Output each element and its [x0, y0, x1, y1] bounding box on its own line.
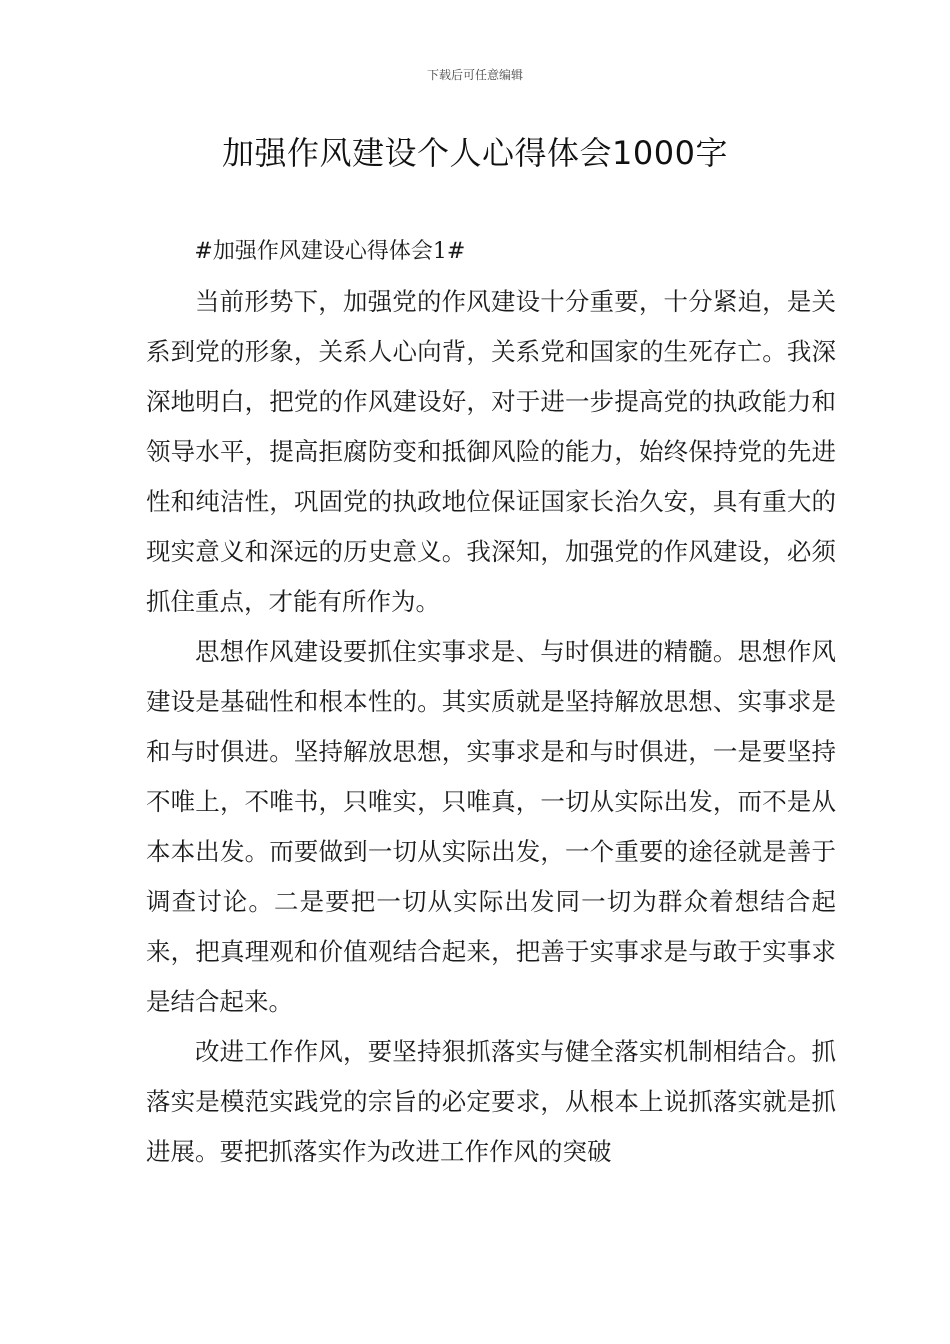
- section-heading: #加强作风建设心得体会1#: [194, 239, 466, 264]
- document-body: [146, 227, 836, 1177]
- paragraph-3: 改进工作作风，要坚持狠抓落实与健全落实机制相结合。抓落实是模范实践党的宗旨的必定要求，从根本上说抓落实就是抓进展。要把抓落实作为改进工作作风的突破: [146, 1037, 836, 1166]
- paragraph-2: 思想作风建设要抓住实事求是、与时俱进的精髓。思想作风建设是基础性和根本性的。其实质就是坚持解放思想、实事求是和与时俱进。坚持解放思想，实事求是和与时俱进，一是要坚持不唯上，不唯书，只唯实，只唯真，一切从实际出发，而不是从本本出发。而要做到一切从实际出发，一个重要的途径就是善于调查讨论。二是要把一切从实际出发同一切为群众着想结合起来，把真理观和价值观结合起来，把善于实事求是与敢于实事求是结合起来。: [146, 637, 836, 1016]
- document-title: 加强作风建设个人心得体会1000字: [222, 134, 728, 172]
- page-header-note: 下载后可任意编辑: [426, 68, 523, 82]
- paragraph-1: 当前形势下，加强党的作风建设十分重要，十分紧迫，是关系到党的形象，关系人心向背，关系党和国家的生死存亡。我深深地明白，把党的作风建设好，对于进一步提高党的执政能力和领导水平，提高拒腐防变和抵御风险的能力，始终保持党的先进性和纯洁性，巩固党的执政地位保证国家长治久安，具有重大的现实意义和深远的历史意义。我深知，加强党的作风建设，必须抓住重点，才能有所作为。: [146, 287, 836, 616]
